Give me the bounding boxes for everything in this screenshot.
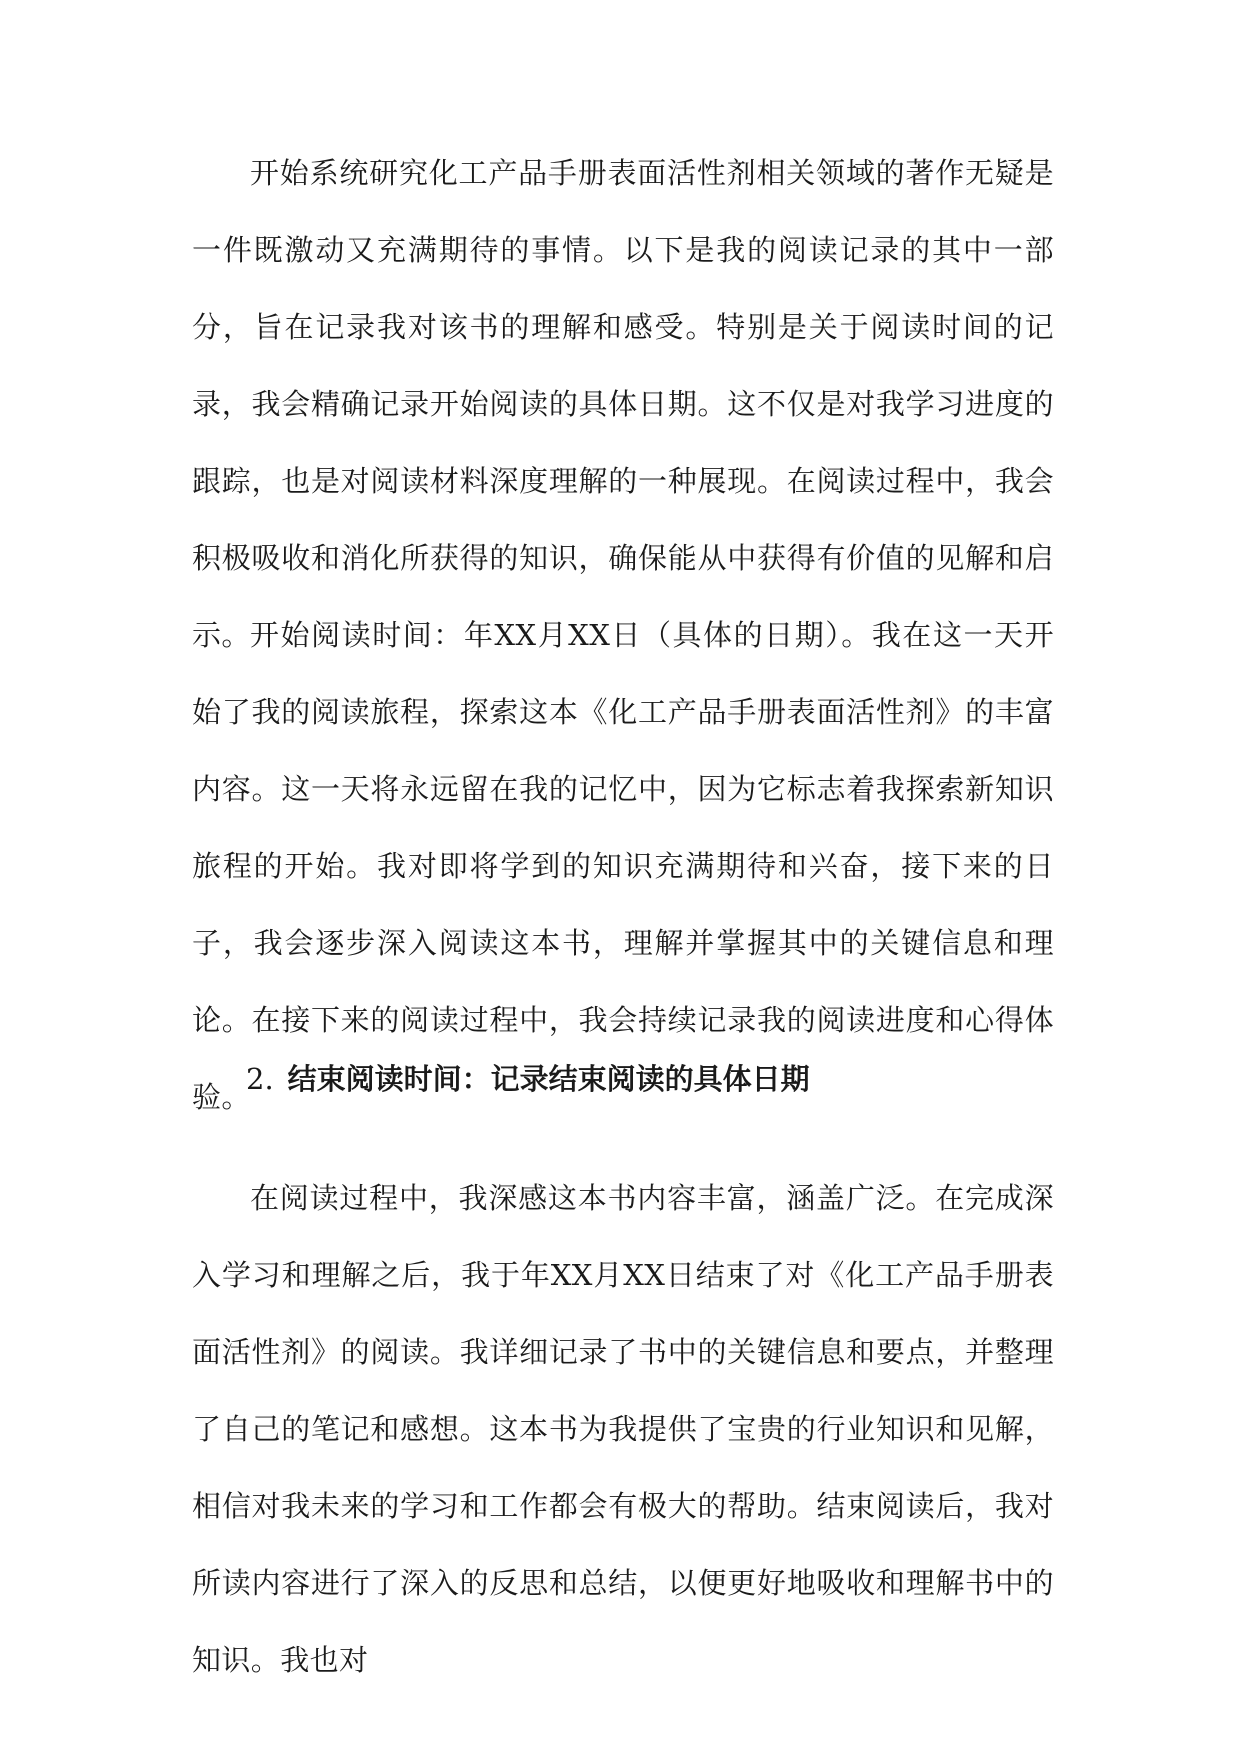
section-heading: [246, 1055, 810, 1103]
section-title: 结束阅读时间：记录结束阅读的具体日期: [287, 1062, 810, 1096]
paragraph-end-reading: 在阅读过程中，我深感这本书内容丰富，涵盖广泛。在完成深入学习和理解之后，我于年XX月XX日结束了对《化工产品手册表面活性剂》的阅读。我详细记录了书中的关键信息和要点，并整理了自己的笔记和感想。这本书为我提供了宝贵的行业知识和见解，相信对我未来的学习和工作都会有极大的帮助。结束阅读后，我对所读内容进行了深入的反思和总结，以便更好地吸收和理解书中的知识。我也对: [192, 1181, 1054, 1677]
paragraph-intro: 开始系统研究化工产品手册表面活性剂相关领域的著作无疑是一件既激动又充满期待的事情。以下是我的阅读记录的其中一部分，旨在记录我对该书的理解和感受。特别是关于阅读时间的记录，我会精确记录开始阅读的具体日期。这不仅是对我学习进度的跟踪，也是对阅读材料深度理解的一种展现。在阅读过程中，我会积极吸收和消化所获得的知识，确保能从中获得有价值的见解和启示。: [192, 156, 1054, 652]
section-number: 2.: [246, 1062, 274, 1096]
paragraph-start-reading: 开始阅读时间：年XX月XX日（具体的日期）。我在这一天开始了我的阅读旅程，探索这本《化工产品手册表面活性剂》的丰富内容。这一天将永远留在我的记忆中，因为它标志着我探索新知识旅程的开始。我对即将学到的知识充满期待和兴奋，接下来的日子，我会逐步深入阅读这本书，理解并掌握其中的关键信息和理论。在接下来的阅读过程中，我会持续记录我的阅读进度和心得体验。: [192, 618, 1054, 1114]
